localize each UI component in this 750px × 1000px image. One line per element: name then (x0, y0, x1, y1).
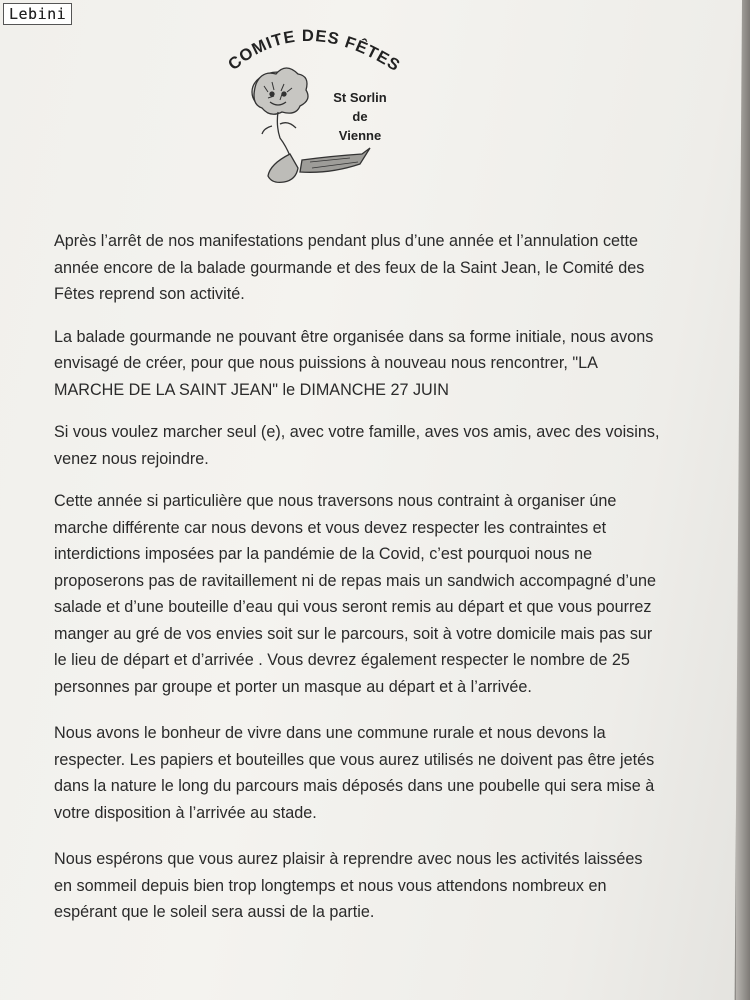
watermark-label: Lebini (3, 3, 72, 25)
logo-place-line-2: de (352, 109, 368, 124)
letter-body (54, 228, 664, 944)
logo-place-name (325, 88, 395, 145)
paragraph: Cette année si particulière que nous traversons nous contraint à organiser úne marche différente car nous devons et vous devez respecter les contraintes et interdictions imposées par la pandémie de la Covid, c’est pourquoi nous ne proposerons pas de ravitaillement ni de repas mais un sandwich accompagné d’une salade et d’une bouteille d’eau qui vous seront remis au départ et que vous pourrez manger au gré de vos envies soit sur le parcours, soit à votre domicile mais pas sur le lieu de départ et d’arrivée . Vous devrez également respecter le nombre de 25 personnes par groupe et porter un masque au départ et à l’arrivée. (54, 492, 656, 696)
logo-place-line-3: Vienne (338, 128, 382, 143)
logo-place-line-1: St Sorlin (333, 90, 387, 105)
paragraph: La balade gourmande ne pouvant être organisée dans sa forme initiale, nous avons envisagé de créer, pour que nous puissions à nouveau nous rencontrer, "LA MARCHE DE LA SAINT JEAN" le DIMANCHE 27 JUIN (54, 327, 654, 399)
paragraph: Après l’arrêt de nos manifestations pendant plus d’une année et l’annulation cette année encore de la balade gourmande et des feux de la Saint Jean, le Comité des Fêtes reprend son activité. (54, 232, 645, 303)
paragraph: Si vous voulez marcher seul (e), avec votre famille, aves vos amis, avec des voisins, venez nous rejoindre. (54, 423, 660, 468)
paragraph: Nous avons le bonheur de vivre dans une commune rurale et nous devons la respecter. Les papiers et bouteilles que vous aurez utilisés ne doivent pas être jetés dans la nature le long du parcours mais déposés dans une poubelle qui sera mise à votre disposition à l’arrivée au stade. (54, 724, 655, 822)
paragraph: Nous espérons que vous aurez plaisir à reprendre avec nous les activités laissées en sommeil depuis bien trop longtemps et nous vous attendons nombreux en espérant que le soleil sera aussi de la partie. (54, 850, 643, 921)
logo-arc-text: COMITE DES FÊTES (224, 26, 404, 76)
